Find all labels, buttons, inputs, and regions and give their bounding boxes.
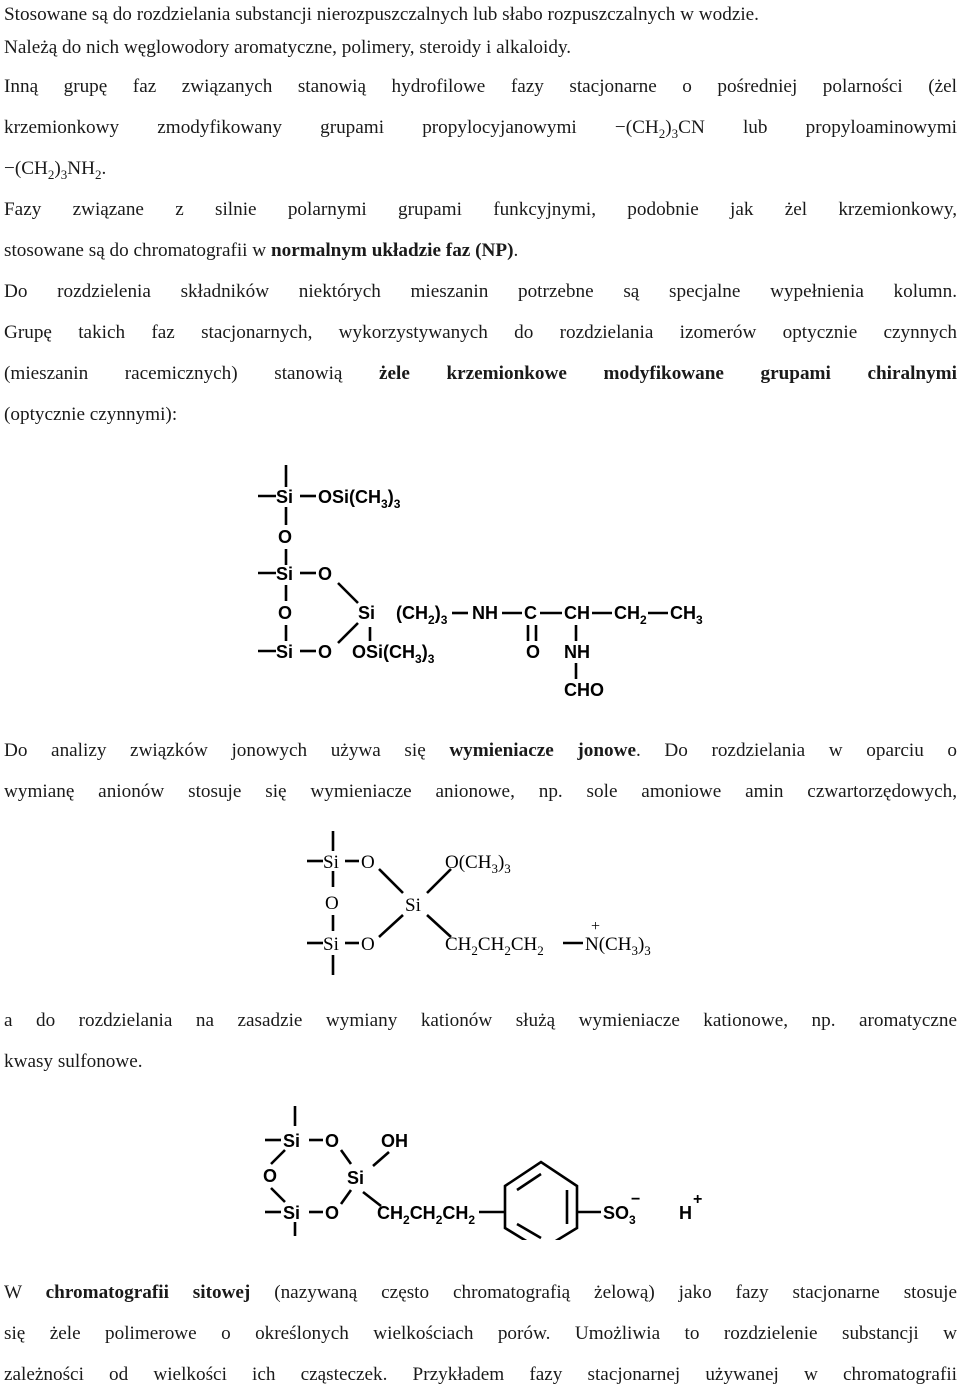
anion-exchanger-structure xyxy=(285,825,685,985)
cation-exchanger-structure xyxy=(255,1100,715,1240)
oxygen-atom: O xyxy=(526,642,541,662)
si-atom: Si xyxy=(323,852,339,873)
cho-group: CHO xyxy=(564,680,604,700)
oxygen-atom: O xyxy=(318,564,333,584)
si-atom: Si xyxy=(276,564,294,584)
ammonium-group: $N(CH_3)_3$ xyxy=(585,934,651,958)
text-line: Inną grupę faz związanych stanowią hydrofilowe fazy stacjonarne o pośredniej polarności (żel xyxy=(4,76,957,97)
plus-charge: + xyxy=(693,1191,703,1208)
propyl-chain: $(CH_2)_3$ xyxy=(396,603,448,627)
si-atom: Si xyxy=(276,487,294,507)
propyl-chain: $CH_2CH_2CH_2$ xyxy=(445,934,544,958)
text-line: (mieszanin racemicznych) stanowią żele krzemionkowe modyfikowane grupami chiralnymi xyxy=(4,363,957,384)
sulfonate-group: $SO_3$ xyxy=(603,1203,636,1227)
oxygen-atom: O xyxy=(361,852,375,873)
si-atom: Si xyxy=(347,1168,365,1188)
ch3-group: $CH_3$ xyxy=(670,603,703,627)
oxygen-atom: O xyxy=(318,642,333,662)
hydrogen-ion: H xyxy=(679,1203,692,1223)
text-line: Fazy związane z silnie polarnymi grupami funkcyjnymi, podobnie jak żel krzemionkowy, xyxy=(4,199,957,220)
text-line: W chromatografii sitowej (nazywaną często chromatografią żelową) jako fazy stacjonarne stosuje xyxy=(4,1282,957,1303)
text-line: Do analizy związków jonowych używa się wymieniacze jonowe. Do rozdzielania w oparciu o xyxy=(4,740,957,761)
ch-group: CH xyxy=(564,603,590,623)
ch2-group: $CH_2$ xyxy=(614,603,647,627)
nh-group: NH xyxy=(472,603,498,623)
text-line: Stosowane są do rozdzielania substancji nierozpuszczalnych lub słabo rozpuszczalnych w wodzie. xyxy=(4,4,759,25)
si-atom: Si xyxy=(283,1203,301,1223)
text-line: wymianę anionów stosuje się wymieniacze anionowe, np. sole amoniowe amin czwartorzędowych, xyxy=(4,781,957,802)
oxygen-atom: O xyxy=(325,893,339,914)
text-line: stosowane są do chromatografii w normalnym układzie faz (NP). xyxy=(4,240,519,261)
chiral-phase-structure xyxy=(240,455,720,715)
text-line: Do rozdzielenia składników niektórych mieszanin potrzebne są specjalne wypełnienia kolumn. xyxy=(4,281,957,302)
nh-group: NH xyxy=(564,642,590,662)
oxygen-atom: O xyxy=(278,527,293,547)
si-atom: Si xyxy=(283,1131,301,1151)
text-line: a do rozdzielania na zasadzie wymiany kationów służą wymieniacze kationowe, np. aromatyczne xyxy=(4,1010,957,1031)
osi-group: $OSi(CH_3)_3$ xyxy=(352,642,435,666)
text-line: Grupę takich faz stacjonarnych, wykorzystywanych do rozdzielania izomerów optycznie czynnych xyxy=(4,322,957,343)
plus-charge: + xyxy=(591,918,601,935)
oxygen-atom: O xyxy=(325,1203,340,1223)
propyl-chain: $CH_2CH_2CH_2$ xyxy=(377,1203,476,1227)
text-line: (optycznie czynnymi): xyxy=(4,404,178,425)
text-line: kwasy sulfonowe. xyxy=(4,1051,143,1072)
methoxy-group: $O(CH_3)_3$ xyxy=(445,852,511,876)
oxygen-atom: O xyxy=(361,934,375,955)
document-page xyxy=(4,0,957,435)
text-line: $-(CH_2)_3NH_2$. xyxy=(4,158,107,182)
carbon-atom: C xyxy=(524,603,537,623)
text-line: się żele polimerowe o określonych wielkościach porów. Umożliwia to rozdzielenie substancji w xyxy=(4,1323,957,1344)
text-line: krzemionkowy zmodyfikowany grupami propylocyjanowymi $-(CH_2)_3CN$ lub propyloaminowymi xyxy=(4,117,957,141)
text-block xyxy=(4,1000,957,1082)
minus-charge: − xyxy=(631,1191,641,1208)
si-atom: Si xyxy=(405,895,421,916)
si-atom: Si xyxy=(358,603,376,623)
osi-group: $OSi(CH_3)_3$ xyxy=(318,487,401,511)
hydroxyl-group: OH xyxy=(381,1131,408,1151)
oxygen-atom: O xyxy=(263,1166,278,1186)
text-line: zależności od wielkości ich cząsteczek. Przykładem fazy stacjonarnej używanej w chromatografii xyxy=(4,1364,957,1385)
text-block xyxy=(4,730,957,812)
text-line: Należą do nich węglowodory aromatyczne, polimery, steroidy i alkaloidy. xyxy=(4,37,572,58)
si-atom: Si xyxy=(276,642,294,662)
oxygen-atom: O xyxy=(325,1131,340,1151)
oxygen-atom: O xyxy=(278,603,293,623)
si-atom: Si xyxy=(323,934,339,955)
text-block xyxy=(4,1272,957,1395)
